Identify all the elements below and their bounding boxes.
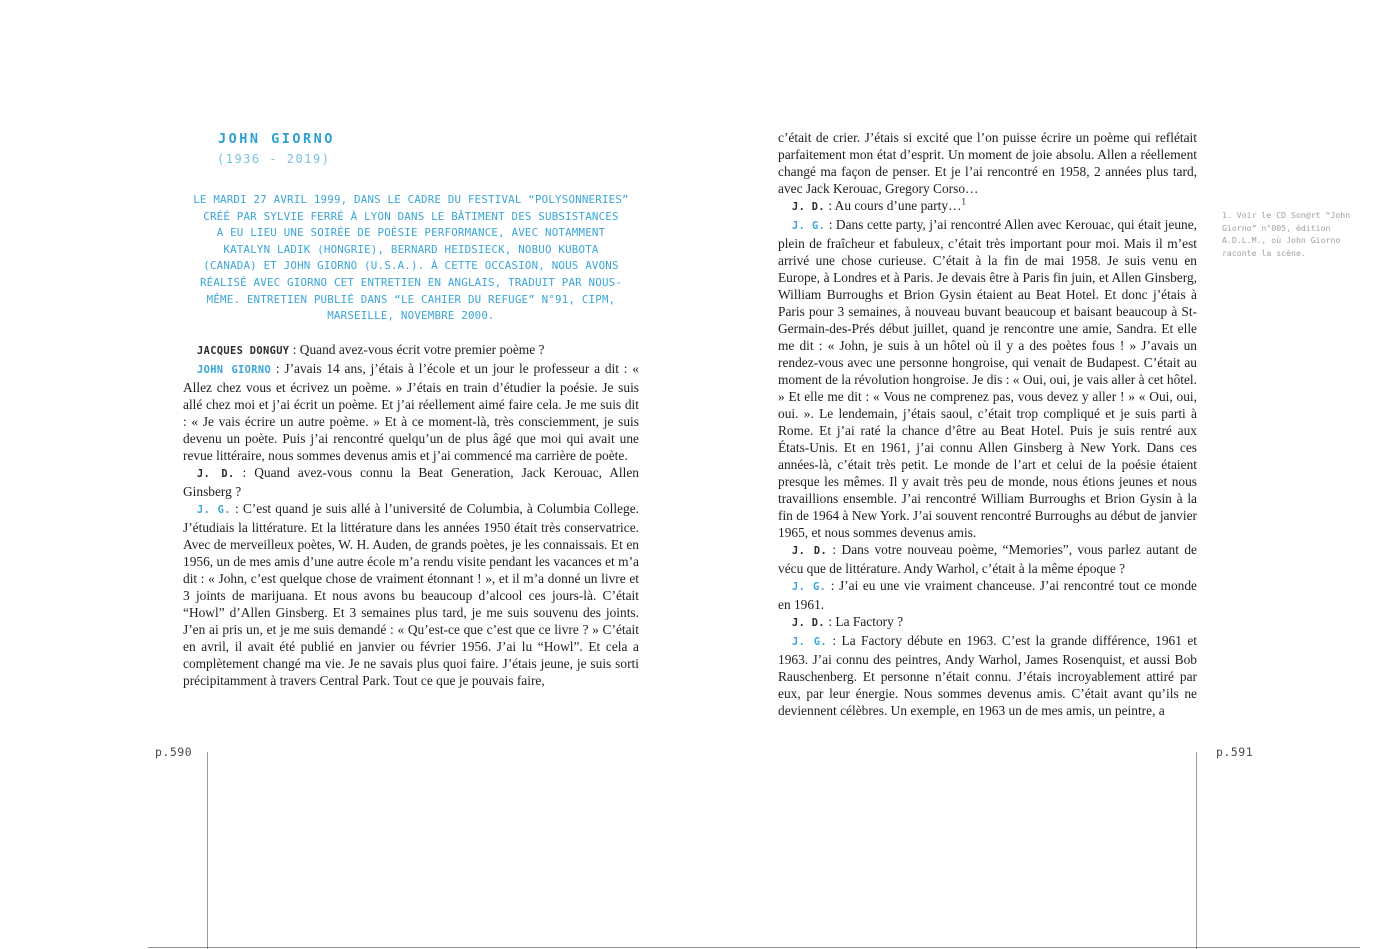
paragraph: [183, 464, 639, 500]
paragraph: [778, 216, 1197, 541]
paragraph-text: : Quand avez-vous connu la Beat Generation, Jack Kerouac, Allen Ginsberg ?: [183, 465, 639, 499]
paragraph-text: : La Factory débute en 1963. C’est la grande différence, 1961 et 1963. J’ai connu des peintres, Andy Warhol, James Rosenquist, et aussi Bob Rauschenberg. Et personne n’était connu. J’étais incroyablement attiré par eux, par leur énergie. Nous sommes devenus amis. C’était avant qu’ils ne deviennent célèbres. Un exemple, en 1963 un de mes amis, un peintre, a: [778, 633, 1197, 718]
speaker-label: J. G.: [792, 581, 827, 593]
intro-line: RÉALISÉ AVEC GIORNO CET ENTRETIEN EN ANGLAIS, TRADUIT PAR NOUS-: [199, 275, 623, 289]
speaker-label: JACQUES DONGUY: [197, 345, 290, 357]
paragraph-text: : Dans votre nouveau poème, “Memories”, vous parlez autant de vécu que de littérature. Andy Warhol, c’était à la même époque ?: [778, 542, 1197, 576]
speaker-label: J. D.: [792, 545, 828, 557]
paragraph-text: : Dans cette party, j’ai rencontré Allen avec Kerouac, qui était jeune, plein de fraîcheur et fabuleux, c’était très important pour moi. Mais il m’est arrivé une chose curieuse. C’était à la fin de mai 1958. Je suis venu en Europe, à Londres et à Paris. Je devais être à Paris fin juin, et Allen Ginsberg, William Burroughs et Brion Gysin étaient au Beat Hotel. Et donc j’étais à Paris pour 3 semaines, à nouveau buvant beaucoup et baisant beaucoup à St-Germain-des-Prés début juillet, quand je rencontre une amie, Sandra. Et elle me dit : « John, je suis à un hôtel où il y a des poètes fous ! » J’avais un rendez-vous avec une personne hongroise, qui venait de Budapest. C’était au moment de la révolution hongroise. Je dis : « Oui, oui, je vais aller à cet hôtel. » Et elle me dit : « Vous ne comprenez pas, vous devez y aller ! » « Oui, oui, oui. ». Le lendemain, j’étais saoul, c’était trop compliqué et je suis parti à Rome. Et j’ai raté la chance d’être au Beat Hotel. Puis je suis rentré aux États-Unis. Et en 1961, j’ai connu Allen Ginsberg à New York. Dans ces années-là, c’était très petit. Le monde de l’art et celui de la poésie étaient presque les mêmes. Il y avait très peu de monde, nous étions jeunes et nous travaillions ensemble. J’ai rencontré William Burroughs et Brion Gysin à la fin de 1964 à New York. J’ai souvent rencontré Burroughs au début de janvier 1965, et nous sommes devenus amis.: [778, 217, 1198, 540]
paragraph: [183, 500, 639, 689]
paragraph: [778, 129, 1197, 197]
footer-rule-right: [1196, 752, 1197, 949]
paragraph: [778, 541, 1197, 577]
speaker-label: J. G.: [792, 220, 826, 232]
intro-line: A EU LIEU UNE SOIRÉE DE POÉSIE PERFORMANCE, AVEC NOTAMMENT: [216, 226, 606, 240]
left-page-body: [183, 341, 639, 689]
page-number-right: p.591: [1216, 745, 1254, 759]
speaker-label: J. D.: [792, 617, 825, 629]
footnote-reference: 1: [961, 196, 966, 207]
right-page-body: [778, 129, 1197, 719]
paragraph-text: : Quand avez-vous écrit votre premier poème ?: [289, 342, 545, 357]
paragraph: [183, 341, 639, 360]
intro-line: MÊME. ENTRETIEN PUBLIÉ DANS “LE CAHIER DU REFUGE” N°91, CIPM,: [206, 292, 616, 306]
speaker-label: J. G.: [792, 636, 828, 648]
speaker-label: J. D.: [197, 468, 235, 480]
paragraph: [778, 577, 1197, 613]
intro-block: [183, 192, 639, 325]
paragraph: [778, 613, 1197, 632]
intro-line: (CANADA) ET JOHN GIORNO (U.S.A.). À CETTE OCCASION, NOUS AVONS: [203, 259, 619, 273]
page-title-dates: (1936 - 2019): [217, 152, 331, 166]
speaker-label: J. G.: [197, 504, 231, 516]
intro-line: LE MARDI 27 AVRIL 1999, DANS LE CADRE DU FESTIVAL “POLYSONNERIES”: [193, 193, 629, 206]
paragraph-text: : J’ai eu une vie vraiment chanceuse. J’ai rencontré tout ce monde en 1961.: [778, 578, 1197, 612]
footnote-margin-note: 1. Voir le CD Son@rt “John Giorno” n°005, édition A.D.L.M., où John Giorno raconte la scène.: [1222, 210, 1351, 258]
page-title: JOHN GIORNO: [218, 131, 335, 147]
paragraph: [183, 360, 639, 464]
paragraph-text: : Au cours d’une party…: [825, 198, 962, 213]
intro-line: MARSEILLE, NOVEMBRE 2000.: [327, 309, 495, 323]
paragraph-text: : La Factory ?: [825, 614, 904, 629]
paragraph-text: : J’avais 14 ans, j’étais à l’école et un jour le professeur a dit : « Allez chez vous et écrivez un poème. » J’étais en train d’étudier la poésie. Je suis allé chez moi et j’ai écrit un poème. Et j’ai réellement aimé faire cela. Je me suis dit : « Je vais écrire un autre poème. » Et à ce moment-là, très consciemment, je suis devenu un poète. Puis j’ai rencontré quelqu’un de plus âgé que moi qui avait une revue littéraire, nous sommes devenus amis et j’ai commencé ma carrière de poète.: [183, 361, 639, 463]
scan-bottom-edge: [148, 947, 1360, 948]
speaker-label: JOHN GIORNO: [197, 364, 272, 376]
footer-rule-left: [207, 752, 208, 949]
intro-line: CRÉÉ PAR SYLVIE FERRÉ À LYON DANS LE BÂTIMENT DES SUBSISTANCES: [203, 209, 619, 223]
speaker-label: J. D.: [792, 201, 825, 213]
paragraph-text: c’était de crier. J’étais si excité que l’on puisse écrire un poème qui reflétait parfaitement mon état d’esprit. Un moment de joie absolu. Allen a réellement changé ma façon de penser. Et je l’ai rencontré en 1958, 2 années plus tard, avec Jack Kerouac, Gregory Corso…: [778, 130, 1197, 196]
paragraph: [778, 632, 1197, 719]
intro-line: KATALYN LADIK (HONGRIE), BERNARD HEIDSIECK, NOBUO KUBOTA: [223, 242, 599, 256]
paragraph: [778, 197, 1197, 216]
page-number-left: p.590: [155, 745, 193, 759]
paragraph-text: : C’est quand je suis allé à l’université de Columbia, à Columbia College. J’étudiais la littérature. Et la littérature dans les années 1950 était très conservatrice. Avec de merveilleux poètes, W. H. Auden, de grands poètes, je les connaissais. Et en 1956, un de mes amis d’une autre école m’a rendu visite pendant les vacances et m’a dit : « John, c’est quelque chose de vraiment étonnant ! », et il m’a donné un livre et 3 joints de marijuana. Et nous avons bu beaucoup d’alcool ces jours-là. C’était “Howl” d’Allen Ginsberg. Et 3 semaines plus tard, je me suis souvenu des joints. J’en ai pris un, et je me suis demandé : « Qu’est-ce que c’est que ce livre ? » C’était en avril, il avait été publié en janvier ou février 1956. J’ai lu “Howl”. Et cela a complètement changé ma vie. Je ne savais plus quoi faire. J’étais jeune, je suis sorti précipitamment à travers Central Park. Tout ce que je pouvais faire,: [183, 501, 639, 688]
